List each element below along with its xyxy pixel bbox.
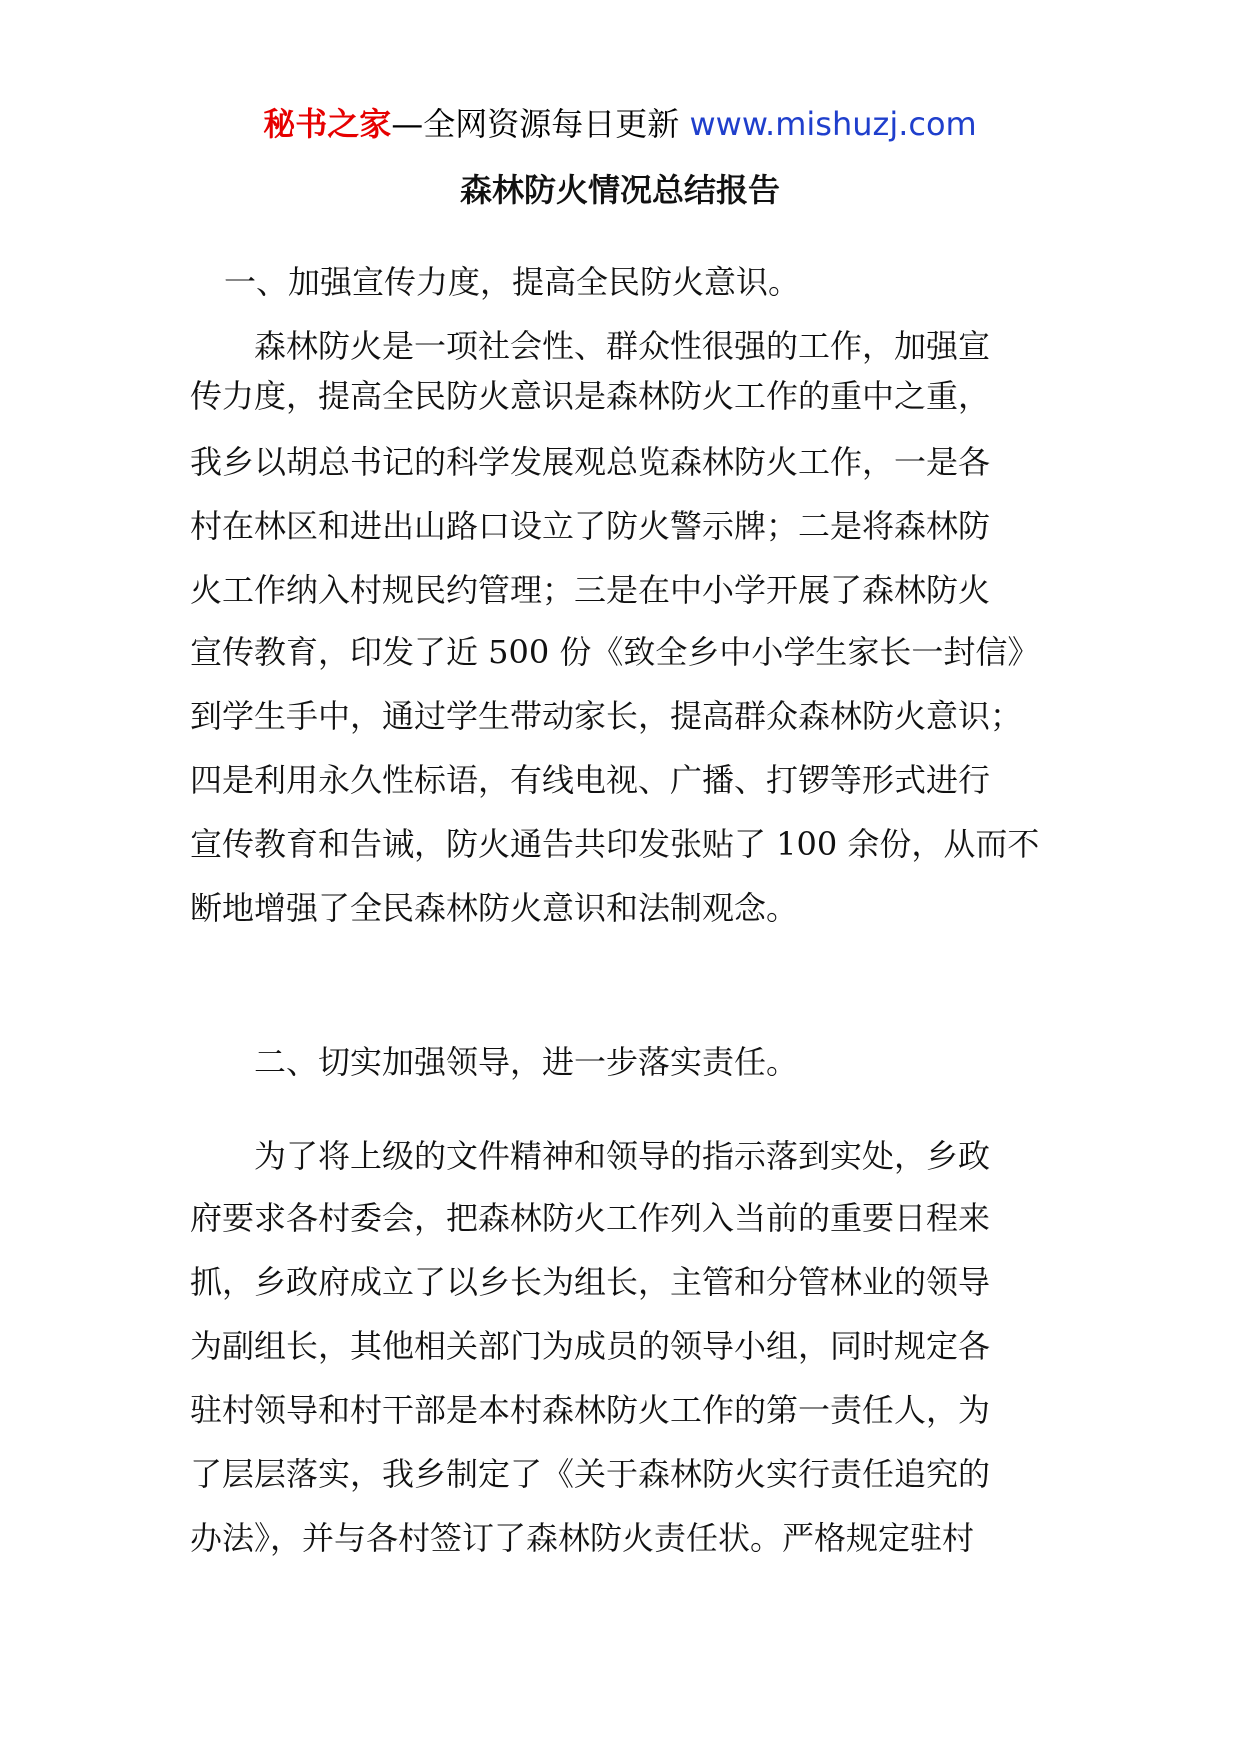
paragraph-line: 府要求各村委会，把森林防火工作列入当前的重要日程来 (190, 1199, 991, 1237)
site-brand: 秘书之家 (263, 105, 392, 143)
paragraph-line: 我乡以胡总书记的科学发展观总览森林防火工作，一是各 (190, 443, 991, 481)
paragraph-line: 四是利用永久性标语，有线电视、广播、打锣等形式进行 (190, 761, 991, 799)
site-tagline: —全网资源每日更新 (391, 105, 690, 143)
paragraph-line: 抓，乡政府成立了以乡长为组长，主管和分管林业的领导 (190, 1263, 991, 1301)
paragraph-line: 为了将上级的文件精神和领导的指示落到实处，乡政 (254, 1137, 991, 1175)
paragraph-line: 断地增强了全民森林防火意识和法制观念。 (190, 889, 799, 927)
paragraph-line: 传力度，提高全民防火意识是森林防火工作的重中之重， (190, 377, 991, 415)
paragraph-line: 驻村领导和村干部是本村森林防火工作的第一责任人，为 (190, 1391, 991, 1429)
paragraph-line: 了层层落实，我乡制定了《关于森林防火实行责任追究的 (190, 1455, 991, 1493)
site-url-link[interactable]: www.mishuzj.com (689, 105, 977, 143)
paragraph-line: 村在林区和进出山路口设立了防火警示牌；二是将森林防 (190, 507, 991, 545)
paragraph-line: 到学生手中，通过学生带动家长，提高群众森林防火意识； (190, 697, 1023, 735)
site-header (0, 100, 1240, 148)
paragraph-line: 宣传教育和告诫，防火通告共印发张贴了 100 余份，从而不 (190, 825, 1040, 863)
section-heading-1: 一、加强宣传力度，提高全民防火意识。 (224, 263, 801, 301)
paragraph-line: 宣传教育，印发了近 500 份《致全乡中小学生家长一封信》 (190, 633, 1040, 671)
paragraph-line: 办法》，并与各村签订了森林防火责任状。严格规定驻村 (190, 1519, 975, 1557)
document-title: 森林防火情况总结报告 (459, 171, 780, 209)
section-heading-2: 二、切实加强领导，进一步落实责任。 (254, 1043, 799, 1081)
paragraph-line: 火工作纳入村规民约管理；三是在中小学开展了森林防火 (190, 571, 991, 609)
paragraph-line: 森林防火是一项社会性、群众性很强的工作，加强宣 (254, 327, 991, 365)
paragraph-line: 为副组长，其他相关部门为成员的领导小组，同时规定各 (190, 1327, 991, 1365)
